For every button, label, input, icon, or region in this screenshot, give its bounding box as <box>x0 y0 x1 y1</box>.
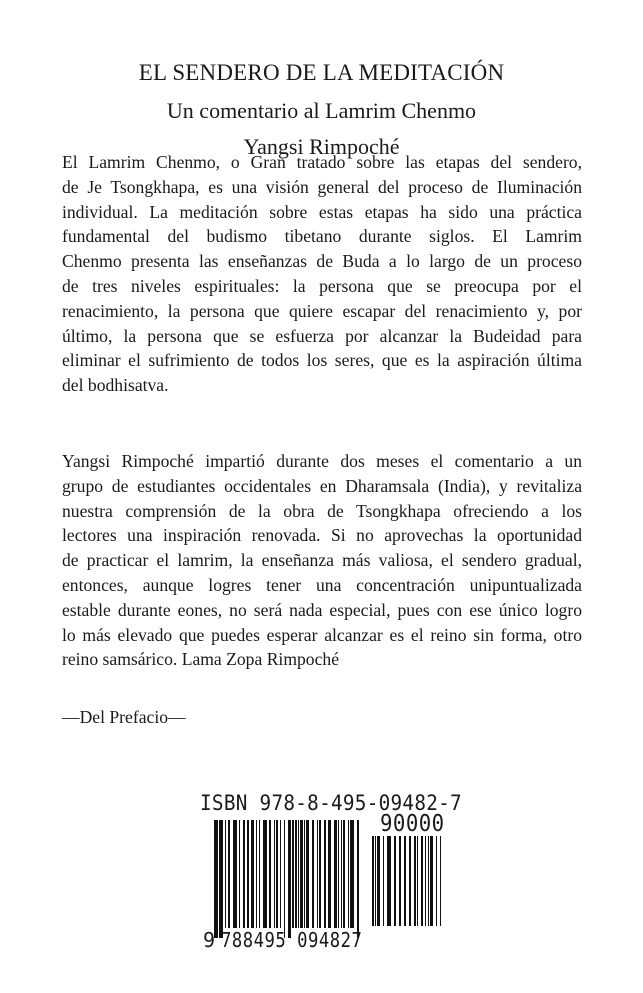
barcode-bar <box>300 820 303 928</box>
barcode-bar <box>372 836 374 926</box>
barcode-bar <box>288 820 291 938</box>
barcode-bar <box>256 820 257 928</box>
barcode-bar <box>269 820 271 928</box>
barcode-bar <box>292 820 294 928</box>
barcode-bar <box>324 820 326 928</box>
paragraph-line: individual. La meditación sobre estas etapas ha sido una práctica <box>62 201 582 222</box>
barcode-bar <box>219 820 223 938</box>
barcode-bar <box>317 820 318 928</box>
paragraph-line: de practicar el lamrim, la enseñanza más valiosa, el sendero gradual, <box>62 550 582 571</box>
barcode-bar <box>404 836 406 926</box>
paragraph-line: reino samsárico. Lama Zopa Rimpoché <box>62 649 340 670</box>
barcode-bar <box>312 820 314 928</box>
paragraph-line: entonces, aunque logres tener una concentración unipuntualizada <box>62 574 582 595</box>
addon-digits: 90000 <box>380 811 445 837</box>
barcode-bar <box>414 836 416 926</box>
barcode-bar <box>428 836 429 926</box>
barcode-bar <box>334 820 337 928</box>
paragraph-line: fundamental del budismo tibetano durante siglos. El Lamrim <box>62 226 582 247</box>
barcode-bar <box>343 820 345 928</box>
paragraph-line: último, la persona que se esfuerza por alcanzar la Budeidad para <box>62 325 582 346</box>
paragraph-line: del bodhisatva. <box>62 375 169 396</box>
barcode-bar <box>298 820 299 928</box>
paragraph-line: lectores una inspiración renovada. Si no aprovechas la oportunidad <box>62 525 582 546</box>
paragraph-line: Chenmo presenta las enseñanzas de Buda a lo largo de un proceso <box>62 251 582 272</box>
barcode-bar <box>341 820 342 928</box>
paragraph-line: de tres niveles espirituales: la persona que se preocupa por el <box>62 275 582 296</box>
barcode-bar <box>280 820 281 928</box>
barcode-bar <box>304 820 305 928</box>
isbn-label: ISBN 978-8-495-09482-7 <box>200 791 462 815</box>
book-subtitle: Un comentario al Lamrim Chenmo <box>166 98 477 123</box>
barcode-bar <box>214 820 218 938</box>
barcode-bar <box>225 820 226 928</box>
barcode-bar <box>263 820 267 928</box>
book-title: EL SENDERO DE LA MEDITACIÓN <box>138 60 505 85</box>
paragraph-line: El Lamrim Chenmo, o Gran tratado sobre las etapas del sendero, <box>62 152 582 172</box>
paragraph-line: Yangsi Rimpoché impartió durante dos meses el comentario a un <box>62 451 582 471</box>
barcode-bar <box>440 836 441 926</box>
paragraph-line: de Je Tsongkhapa, es una visión general del proceso de Iluminación <box>62 176 582 197</box>
barcode-bar <box>348 820 349 928</box>
barcode-bar <box>228 820 230 928</box>
barcode-bar <box>284 820 285 938</box>
paragraph-line: renacimiento, la persona que quiere escapar del renacimiento y, por <box>62 300 582 321</box>
barcode-bar <box>306 820 309 928</box>
barcode-bar <box>274 820 275 928</box>
barcode-bar <box>276 820 278 928</box>
barcode-bar <box>399 836 401 926</box>
barcode-bar <box>357 820 359 938</box>
barcode-bar <box>387 836 391 926</box>
barcode-bar <box>383 836 384 926</box>
barcode-bar <box>350 820 354 928</box>
barcode-bar <box>251 820 254 928</box>
paragraph-line: eliminar el sufrimiento de todos los seres, que es la aspiración última <box>62 350 582 371</box>
barcode-bar <box>338 820 339 928</box>
attribution: —Del Prefacio— <box>62 707 186 727</box>
book-author: Yangsi Rimpoché <box>243 134 400 159</box>
barcode-bar <box>295 820 297 928</box>
ean-first-digit: 9 <box>203 928 216 952</box>
barcode-bar <box>394 836 396 926</box>
barcode-bar <box>233 820 237 928</box>
paragraph-line: grupo de estudiantes occidentales en Dharamsala (India), y revitaliza <box>62 475 582 496</box>
barcode-bar <box>436 836 437 926</box>
barcode-bar <box>319 820 321 928</box>
barcode-bar <box>375 836 376 926</box>
barcode-bar <box>409 836 411 926</box>
barcode-bar <box>417 836 418 926</box>
paragraph-line: estable durante eones, no será nada especial, pues con ese único logro <box>62 599 582 620</box>
paragraph-line: lo más elevado que puedes esperar alcanzar es el reino sin forma, otro <box>62 624 582 645</box>
barcode-bar <box>259 820 260 928</box>
barcode-bar <box>425 836 426 926</box>
barcode-bar <box>239 820 240 928</box>
ean-digits-rest: 788495 094827 <box>221 928 363 952</box>
barcode-bar <box>377 836 380 926</box>
barcode-bar <box>430 836 433 926</box>
barcode-bar <box>328 820 331 928</box>
barcode-bar <box>421 836 423 926</box>
paragraph-line: nuestra comprensión de la obra de Tsongkhapa ofreciendo a los <box>62 500 582 521</box>
barcode-bar <box>243 820 245 928</box>
barcode-bar <box>247 820 249 928</box>
